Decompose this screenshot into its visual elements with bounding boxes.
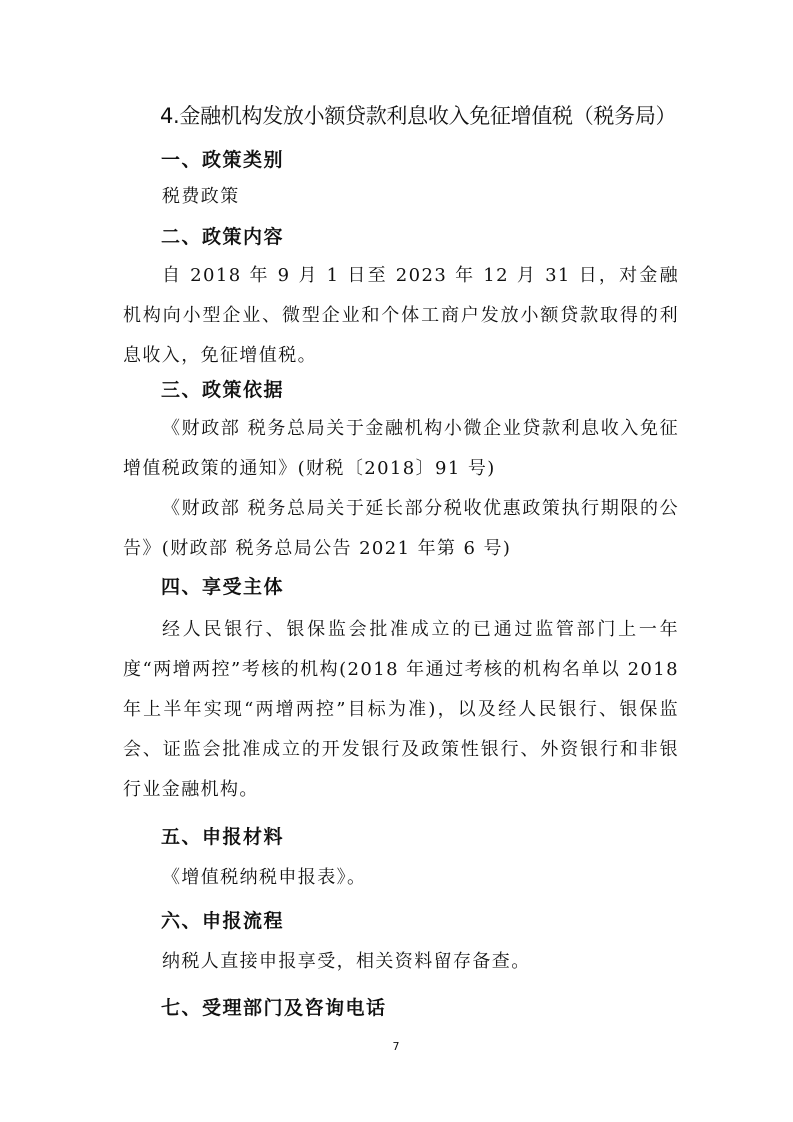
paragraph-policy-basis-notice: 《财政部 税务总局关于金融机构小微企业贷款利息收入免征增值税政策的通知》(财税〔2018〕91 号): [123, 418, 679, 479]
section-heading-department-contact: 七、受理部门及咨询电话: [161, 997, 387, 1019]
paragraph-policy-content: 自 2018 年 9 月 1 日至 2023 年 12 月 31 日，对金融机构向小型企业、微型企业和个体工商户发放小额贷款取得的利息收入，免征增值税。: [123, 265, 679, 366]
paragraph-beneficiary: 经人民银行、银保监会批准成立的已通过监管部门上一年度“两增两控”考核的机构(2018 年通过考核的机构名单以 2018 年上半年实现“两增两控”目标为准)，以及经人民银行、银保监会、证监会批准成立的开发银行及政策性银行、外资银行和非银行业金融机构。: [123, 619, 679, 800]
document-title: 4.金融机构发放小额贷款利息收入免征增值税（税务局）: [160, 104, 677, 128]
section-heading-application-process: 六、申报流程: [161, 910, 285, 932]
paragraph-policy-category: 税费政策: [162, 186, 240, 207]
page-number: 7: [392, 1040, 400, 1053]
section-heading-policy-basis: 三、政策依据: [161, 379, 285, 401]
section-heading-application-materials: 五、申报材料: [161, 826, 285, 848]
paragraph-application-process: 纳税人直接申报享受，相关资料留存备查。: [162, 951, 531, 972]
section-heading-beneficiary: 四、享受主体: [161, 576, 285, 598]
section-heading-policy-content: 二、政策内容: [161, 226, 285, 248]
paragraph-policy-basis-announcement: 《财政部 税务总局关于延长部分税收优惠政策执行期限的公告》(财政部 税务总局公告 2021 年第 6 号): [123, 498, 679, 559]
paragraph-application-materials: 《增值税纳税申报表》。: [162, 867, 367, 888]
section-heading-policy-category: 一、政策类别: [161, 149, 285, 171]
